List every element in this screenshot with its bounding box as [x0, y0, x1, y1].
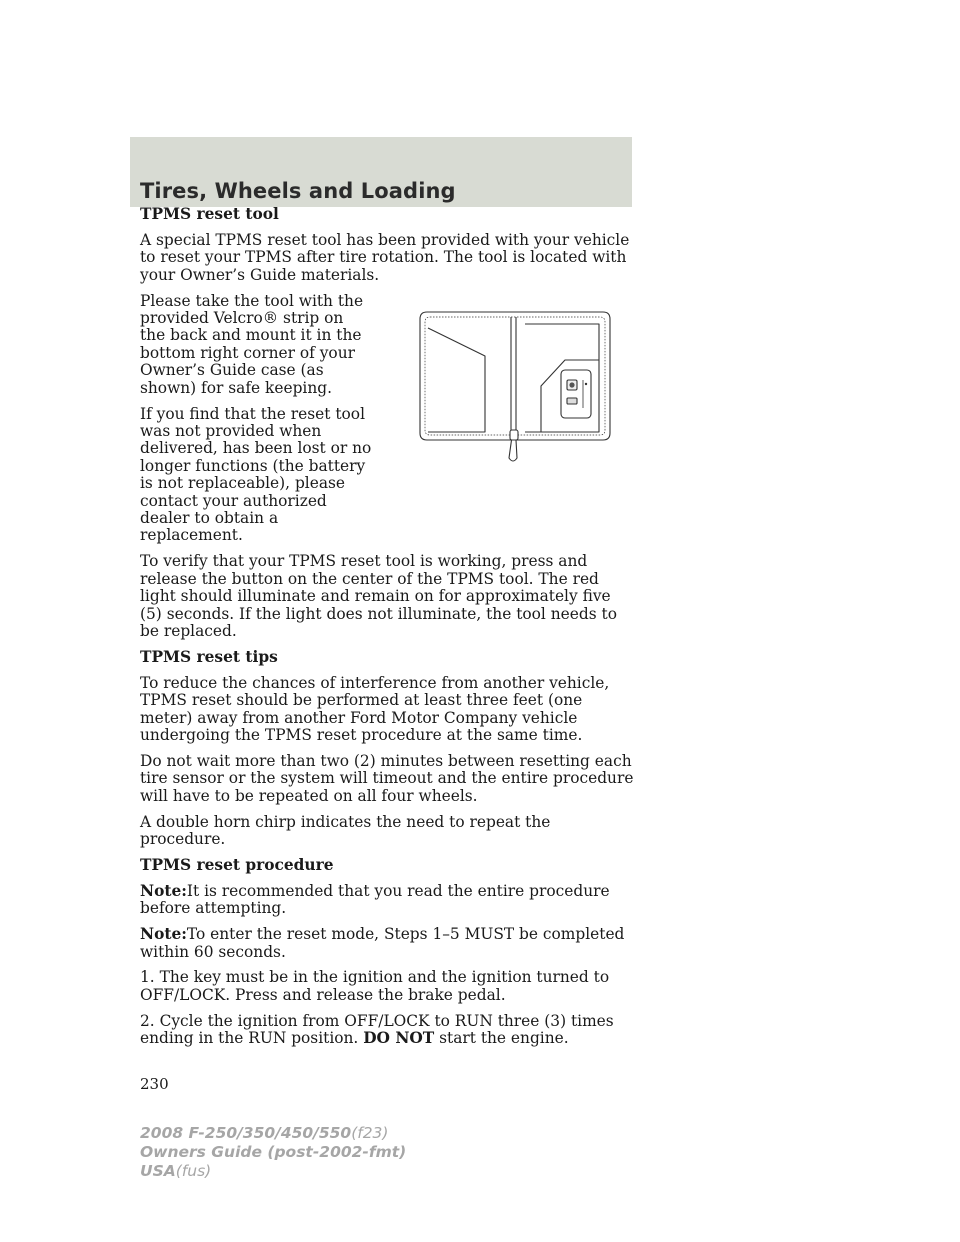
tpms-tool-icon: [561, 370, 591, 418]
footer-model: 2008 F-250/350/450/550: [140, 1124, 352, 1142]
footer-model-code: (f23): [351, 1124, 389, 1142]
note-text: It is recommended that you read the entire procedure before attempting.: [140, 881, 610, 918]
paragraph-verify-tool: To verify that your TPMS reset tool is working, press and release the button on the center of the TPMS tool. The red light should illuminate and remain on for approximately five (5) seconds. If the light does not illuminate, the tool needs to be replaced.: [140, 552, 617, 640]
footer-guide-name: Owners Guide (post-2002-fmt): [140, 1143, 407, 1161]
page-number: 230: [140, 1075, 169, 1093]
step-2: [140, 1013, 635, 1048]
section-title: Tires, Wheels and Loading: [140, 179, 456, 203]
heading-reset-procedure: TPMS reset procedure: [140, 855, 334, 874]
footer-market-line: [140, 1162, 406, 1181]
header-band: [130, 137, 632, 207]
note-time-limit: [140, 926, 635, 961]
paragraph-interference: To reduce the chances of interference from another vehicle, TPMS reset should be performed at least three feet (one meter) away from another Ford Motor Company vehicle undergoing the TPMS reset procedure at the same time.: [140, 673, 610, 744]
paragraph-replacement: If you find that the reset tool was not provided when delivered, has been lost or no longer functions (the battery is not replaceable), please contact your authorized dealer to obtain a replacement.: [140, 404, 372, 545]
owners-guide-case-illustration: [415, 306, 615, 466]
document-footer: [140, 1124, 406, 1181]
footer-market-code: (fus): [175, 1162, 212, 1180]
step-2-text: 2. Cycle the ignition from OFF/LOCK to RUN three (3) times ending in the RUN position.: [140, 1011, 614, 1048]
footer-guide-line: [140, 1143, 406, 1162]
paragraph-reset-tool-intro: A special TPMS reset tool has been provided with your vehicle to reset your TPMS after tire rotation. The tool is located with your Owner’s Guide materials.: [140, 230, 630, 284]
heading-reset-tips: TPMS reset tips: [140, 647, 278, 666]
heading-reset-tool: TPMS reset tool: [140, 205, 279, 223]
note-label: Note:: [140, 881, 187, 900]
note-label: Note:: [140, 925, 187, 944]
paragraph-velcro-mount: Please take the tool with the provided Velcro® strip on the back and mount it in the bottom right corner of your Owner’s Guide case (as shown) for safe keeping.: [140, 291, 364, 397]
zipper-pull-icon: [509, 430, 518, 461]
note-text: To enter the reset mode, Steps 1–5 MUST be completed within 60 seconds.: [140, 925, 625, 961]
step-1: 1. The key must be in the ignition and the ignition turned to OFF/LOCK. Press and release the brake pedal.: [140, 968, 610, 1004]
step-2-emphasis: DO NOT: [363, 1029, 435, 1048]
step-2-text-end: start the engine.: [434, 1029, 569, 1048]
footer-market: USA: [140, 1162, 176, 1180]
paragraph-timeout: Do not wait more than two (2) minutes between resetting each tire sensor or the system will timeout and the entire procedure will have to be repeated on all four wheels.: [140, 751, 634, 805]
paragraph-horn-chirp: A double horn chirp indicates the need to repeat the procedure.: [140, 812, 551, 848]
footer-model-line: [140, 1124, 406, 1143]
note-read-procedure: [140, 883, 635, 918]
